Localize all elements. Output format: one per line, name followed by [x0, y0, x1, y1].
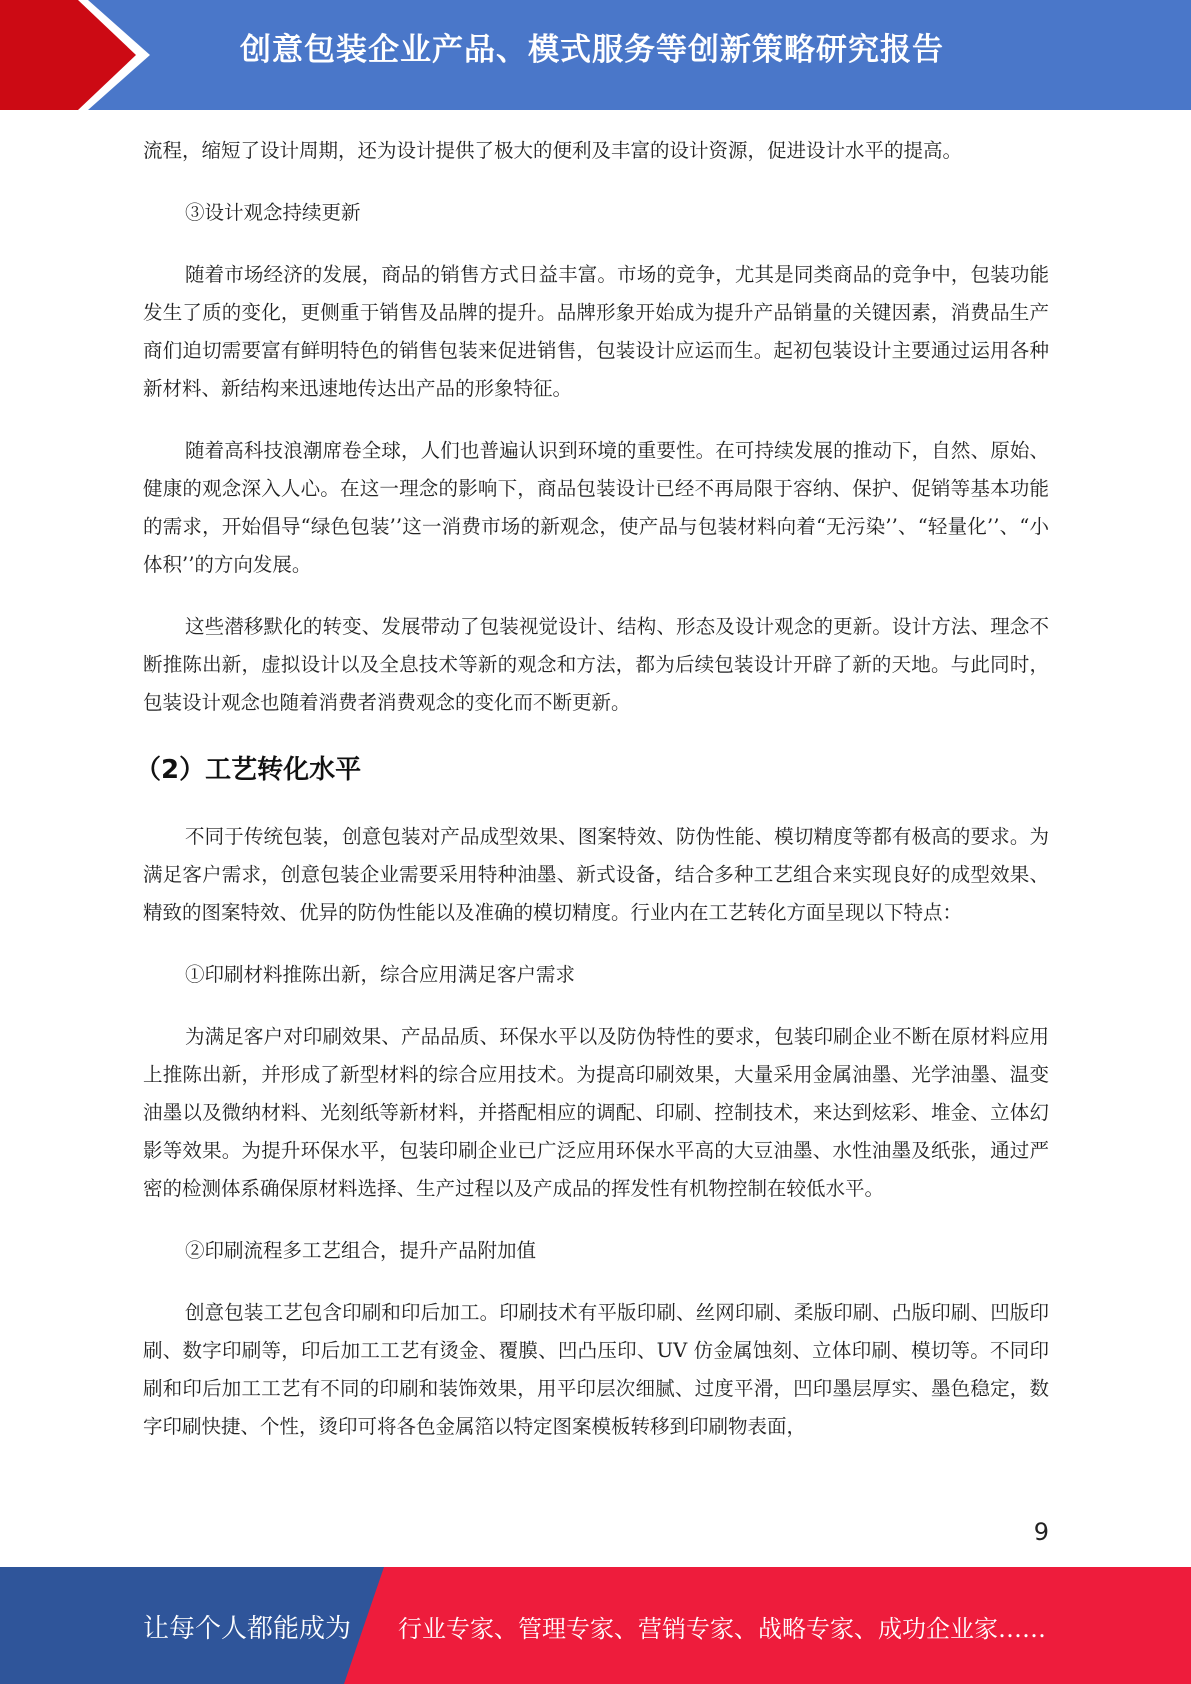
- footer-slogan-left: 让每个人都能成为: [143, 1614, 352, 1644]
- page-header: [0, 0, 1191, 110]
- subheading: ②印刷流程多工艺组合，提升产品附加值: [185, 1239, 537, 1262]
- paragraph: 随着市场经济的发展，商品的销售方式日益丰富。市场的竞争，尤其是同类商品的竞争中，包装功能发生了质的变化，更侧重于销售及品牌的提升。品牌形象开始成为提升产品销量的关键因素，消费品生产商们迫切需要富有鲜明特色的销售包装来促进销售，包装设计应运而生。起初包装设计主要通过运用各种新材料、新结构来迅速地传达出产品的形象特征。: [143, 263, 1049, 400]
- paragraph: 随着高科技浪潮席卷全球，人们也普遍认识到环境的重要性。在可持续发展的推动下，自然、原始、健康的观念深入人心。在这一理念的影响下，商品包装设计已经不再局限于容纳、保护、促销等基本功能的需求，开始倡导“绿色包装’’这一消费市场的新观念，使产品与包装材料向着“无污染’’、“轻量化’’、“小体积’’的方向发展。: [143, 439, 1049, 576]
- paragraph: 不同于传统包装，创意包装对产品成型效果、图案特效、防伪性能、模切精度等都有极高的要求。为满足客户需求，创意包装企业需要采用特种油墨、新式设备，结合多种工艺组合来实现良好的成型效果、精致的图案特效、优异的防伪性能以及准确的模切精度。行业内在工艺转化方面呈现以下特点：: [143, 825, 1049, 924]
- paragraph: 流程，缩短了设计周期，还为设计提供了极大的便利及丰富的设计资源，促进设计水平的提高。: [143, 139, 963, 162]
- page-number: 9: [1033, 1518, 1049, 1546]
- paragraph: 为满足客户对印刷效果、产品品质、环保水平以及防伪特性的要求，包装印刷企业不断在原材料应用上推陈出新，并形成了新型材料的综合应用技术。为提高印刷效果，大量采用金属油墨、光学油墨、温变油墨以及微纳材料、光刻纸等新材料，并搭配相应的调配、印刷、控制技术，来达到炫彩、堆金、立体幻影等效果。为提升环保水平，包装印刷企业已广泛应用环保水平高的大豆油墨、水性油墨及纸张，通过严密的检测体系确保原材料选择、生产过程以及产成品的挥发性有机物控制在较低水平。: [143, 1025, 1049, 1200]
- page-footer: [0, 1567, 1191, 1684]
- footer-slogan-right: 行业专家、管理专家、营销专家、战略专家、成功企业家……: [398, 1615, 1046, 1643]
- header-red-chevron: [0, 0, 150, 110]
- paragraph: 创意包装工艺包含印刷和印后加工。印刷技术有平版印刷、丝网印刷、柔版印刷、凸版印刷、凹版印刷、数字印刷等，印后加工工艺有烫金、覆膜、凹凸压印、UV 仿金属蚀刻、立体印刷、模切等。不同印刷和印后加工工艺有不同的印刷和装饰效果，用平印层次细腻、过度平滑，凹印墨层厚实、墨色稳定，数字印刷快捷、个性，烫印可将各色金属箔以特定图案模板转移到印刷物表面，: [143, 1301, 1049, 1438]
- subheading: ③设计观念持续更新: [185, 201, 361, 224]
- section-heading: （2）工艺转化水平: [135, 755, 362, 785]
- subheading: ①印刷材料推陈出新，综合应用满足客户需求: [185, 963, 576, 986]
- paragraph: 这些潜移默化的转变、发展带动了包装视觉设计、结构、形态及设计观念的更新。设计方法、理念不断推陈出新，虚拟设计以及全息技术等新的观念和方法，都为后续包装设计开辟了新的天地。与此同时，包装设计观念也随着消费者消费观念的变化而不断更新。: [143, 615, 1049, 714]
- report-title: 创意包装企业产品、模式服务等创新策略研究报告: [240, 32, 944, 68]
- page-content: [135, 132, 1049, 1470]
